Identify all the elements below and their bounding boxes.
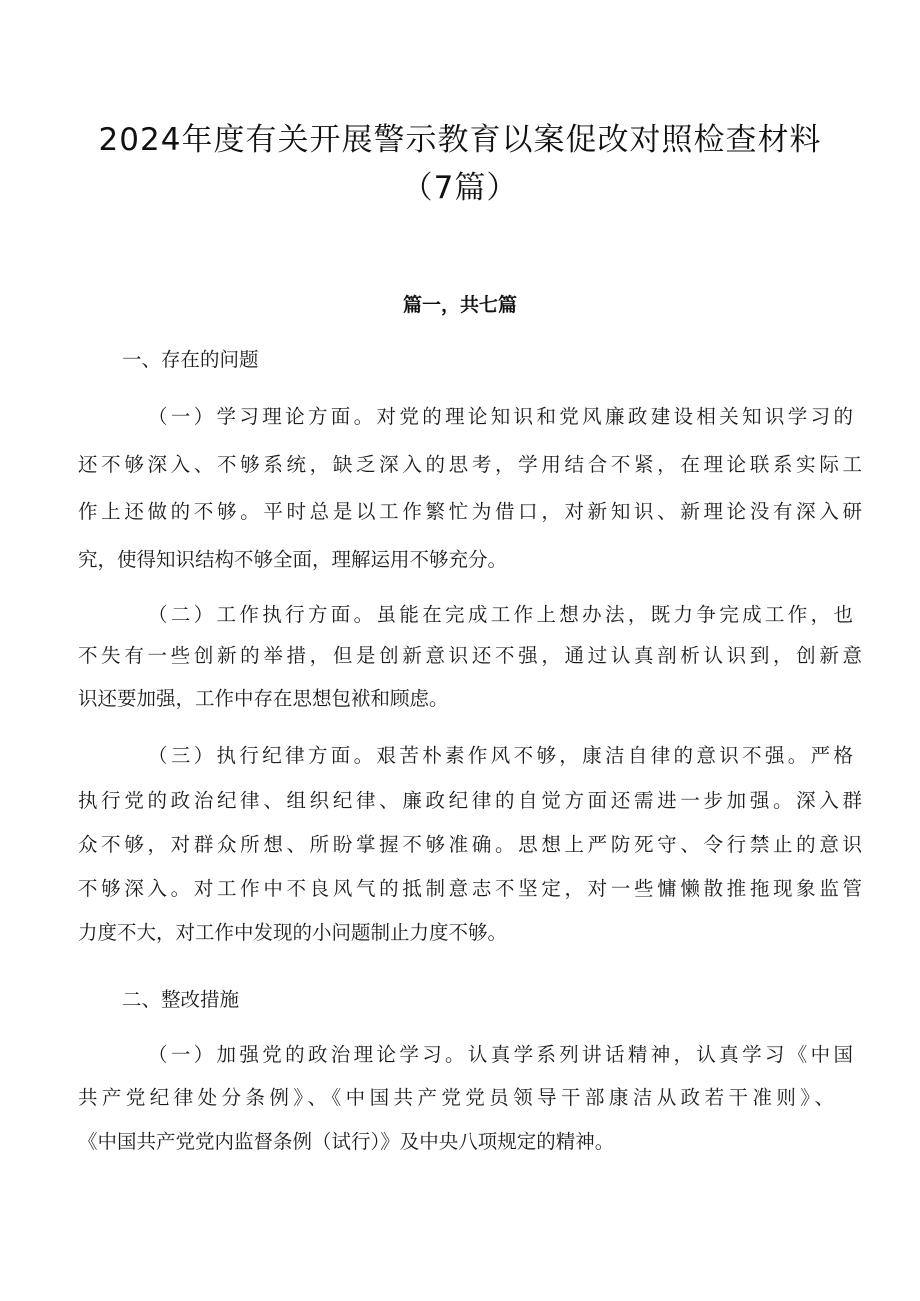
paragraph-line: （二）工作执行方面。虽能在完成工作上想办法，既力争完成工作，也	[148, 603, 853, 626]
paragraph-line: 不够深入。对工作中不良风气的抵制意志不坚定，对一些慵懒散推拖现象监管	[78, 877, 862, 900]
section-heading-measures: 二、整改措施	[122, 988, 240, 1011]
paragraph-line: 识还要加强，工作中存在思想包袱和顾虑。	[78, 687, 449, 710]
paragraph-line: 究，使得知识结构不够全面，理解运用不够充分。	[78, 548, 508, 571]
paragraph-line: 不失有一些创新的举措，但是创新意识还不强，通过认真剖析认识到，创新意	[78, 644, 862, 667]
paragraph-line: 力度不大，对工作中发现的小问题制止力度不够。	[78, 921, 508, 944]
paragraph-line: 共产党纪律处分条例》、《中国共产党党员领导干部康洁从政若干准则》、	[78, 1086, 834, 1109]
document-title-line-1: 2024年度有关开展警示教育以案促改对照检查材料	[98, 122, 822, 158]
paragraph-line: （一）加强党的政治理论学习。认真学系列讲话精神，认真学习《中国	[148, 1043, 853, 1066]
paragraph-line: （三）执行纪律方面。艰苦朴素作风不够，康洁自律的意识不强。严格	[148, 744, 853, 767]
article-heading: 篇一，共七篇	[402, 294, 517, 316]
paragraph-line: 执行党的政治纪律、组织纪律、廉政纪律的自觉方面还需进一步加强。深入群	[78, 789, 862, 812]
section-heading-problems: 一、存在的问题	[122, 348, 259, 371]
paragraph-line: 作上还做的不够。平时总是以工作繁忙为借口，对新知识、新理论没有深入研	[78, 500, 862, 523]
document-title-line-2: （7篇）	[401, 170, 519, 206]
paragraph-line: （一）学习理论方面。对党的理论知识和党风廉政建设相关知识学习的	[148, 405, 853, 428]
paragraph-line: 还不够深入、不够系统，缺乏深入的思考，学用结合不紧，在理论联系实际工	[78, 453, 862, 476]
paragraph-line: 众不够，对群众所想、所盼掌握不够准确。思想上严防死守、令行禁止的意识	[78, 833, 862, 856]
paragraph-line: 《中国共产党党内监督条例（试行）》及中央八项规定的精神。	[78, 1130, 615, 1153]
